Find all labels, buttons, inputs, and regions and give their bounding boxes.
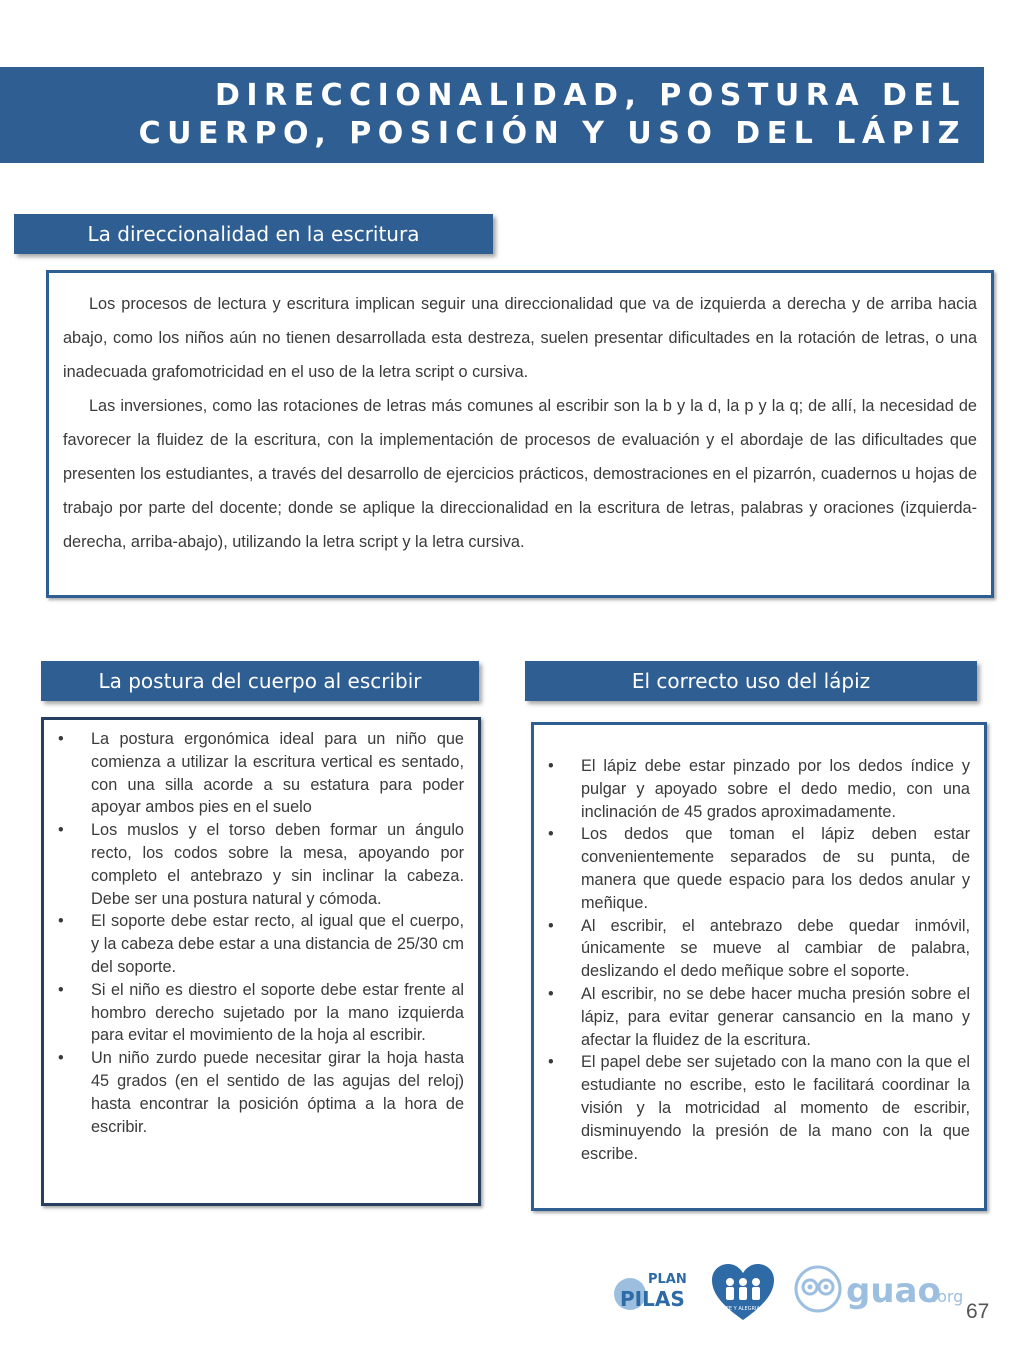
postura-list-box [41,717,481,1206]
plan-logo-line1: PLAN [648,1272,687,1287]
footer-logos [612,1262,972,1318]
section-header-postura: La postura del cuerpo al escribir [41,661,479,701]
page-title-line-1: DIRECCIONALIDAD, POSTURA DEL [214,78,966,113]
page-number: 67 [966,1300,990,1323]
lapiz-list [548,755,970,1165]
list-item: • El soporte debe estar recto, al igual que el cuerpo, y la cabeza debe estar a una distancia de 25/30 cm del soporte. [58,910,464,978]
page-title-banner [0,67,984,163]
fe-y-alegria-logo [710,1262,776,1322]
guao-text: guao [846,1271,941,1311]
postura-list [58,728,464,1138]
list-item: • Los dedos que toman el lápiz deben estar convenientemente separados de su punta, de manera que quede espacio para los dedos anular y meñique. [548,823,970,914]
plan-logo-line2: PILAS [620,1287,685,1311]
list-item: • La postura ergonómica ideal para un niño que comienza a utilizar la escritura vertical es sentado, con una silla acorde a su estatura para poder apoyar ambos pies en el suelo [58,728,464,819]
plan-pilas-logo [612,1264,690,1318]
list-item: • El lápiz debe estar pinzado por los dedos índice y pulgar y apoyado sobre el dedo medio, con una inclinación de 45 grados aproximadamente. [548,755,970,823]
list-item: • Al escribir, el antebrazo debe quedar inmóvil, únicamente se mueve al cambiar de palabra, deslizando el dedo meñique sobre el soporte. [548,915,970,983]
page-title-line-2: CUERPO, POSICIÓN Y USO DEL LÁPIZ [138,116,966,151]
owl-icon [794,1265,842,1313]
paragraph: Los procesos de lectura y escritura implican seguir una direccionalidad que va de izquierda a derecha y de arriba hacia abajo, como los niños aún no tienen desarrollada esta destreza, suelen presentar dificultades en la rotación de letras, o una inadecuada grafomotricidad en el uso de la letra script o cursiva. [63,295,977,381]
guao-logo [846,1268,972,1312]
guao-suffix: .org [932,1287,964,1306]
lapiz-list-box [531,722,987,1211]
list-item: • Al escribir, no se debe hacer mucha presión sobre el lápiz, para evitar generar cansancio en la mano y afectar la fluidez de la escritura. [548,983,970,1051]
direccionalidad-text-box [46,270,994,598]
section-header-direccionalidad: La direccionalidad en la escritura [14,214,493,254]
list-item: • Un niño zurdo puede necesitar girar la hoja hasta 45 grados (en el sentido de las agujas del reloj) hasta encontrar la posición óptima a la hora de escribir. [58,1047,464,1138]
list-item: • Los muslos y el torso deben formar un ángulo recto, los codos sobre la mesa, apoyando por completo el antebrazo y sin inclinar la cabeza. Debe ser una postura natural y cómoda. [58,819,464,910]
fe-y-alegria-text: FE Y ALEGRIA [726,1306,760,1312]
section-header-lapiz: El correcto uso del lápiz [525,661,977,701]
paragraph: Las inversiones, como las rotaciones de letras más comunes al escribir son la b y la d, la p y la q; de allí, la necesidad de favorecer la fluidez de la escritura, con la implementación de procesos de evaluación y el abordaje de las dificultades que presenten los estudiantes, a través del desarrollo de ejercicios prácticos, demostraciones en el pizarrón, cuadernos u hojas de trabajo por parte del docente; donde se aplique la direccionalidad en la escritura de letras, palabras y oraciones (izquierda-derecha, arriba-abajo), utilizando la letra script y la letra cursiva. [63,397,977,551]
list-item: • El papel debe ser sujetado con la mano con la que el estudiante no escribe, esto le facilitará coordinar la visión y la motricidad al momento de escribir, disminuyendo la presión de la mano con la que escribe. [548,1051,970,1165]
list-item: • Si el niño es diestro el soporte debe estar frente al hombro derecho sujetado por la mano izquierda para evitar el movimiento de la hoja al escribir. [58,979,464,1047]
